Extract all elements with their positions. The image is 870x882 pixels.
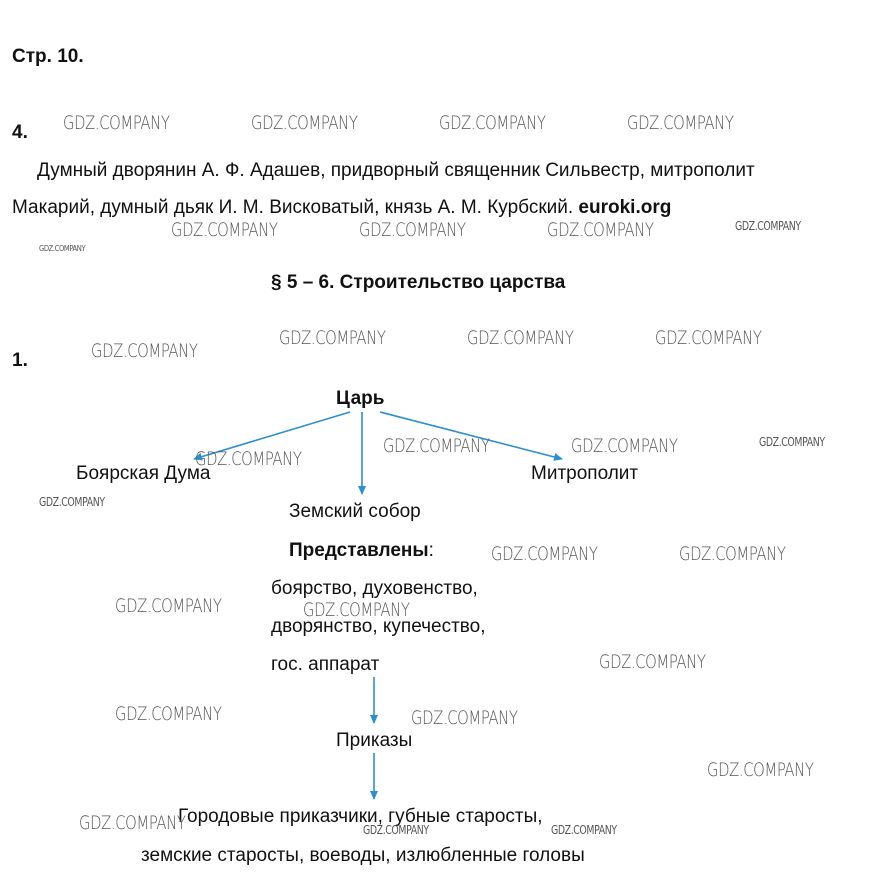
watermark: GDZ.COMPANY xyxy=(551,823,617,837)
watermark: GDZ.COMPANY xyxy=(439,112,546,134)
watermark: GDZ.COMPANY xyxy=(279,327,386,349)
watermark: GDZ.COMPANY xyxy=(115,595,222,617)
represented-label: Представлены xyxy=(289,540,429,561)
watermark: GDZ.COMPANY xyxy=(759,435,825,449)
watermark: GDZ.COMPANY xyxy=(655,327,762,349)
watermark: GDZ.COMPANY xyxy=(39,495,105,509)
watermark: GDZ.COMPANY xyxy=(627,112,734,134)
watermark: GDZ.COMPANY xyxy=(467,327,574,349)
represented-colon: : xyxy=(428,540,434,561)
diagram-node-zemsky-sobor: Земский собор xyxy=(289,501,421,522)
watermark: GDZ.COMPANY xyxy=(79,812,186,834)
watermark: GDZ.COMPANY xyxy=(679,543,786,565)
watermark: GDZ.COMPANY xyxy=(707,759,814,781)
watermark: GDZ.COMPANY xyxy=(363,823,429,837)
watermark: GDZ.COMPANY xyxy=(491,543,598,565)
watermark: GDZ.COMPANY xyxy=(195,448,302,470)
watermark: GDZ.COMPANY xyxy=(171,219,278,241)
watermark: GDZ.COMPANY xyxy=(599,651,706,673)
task-4-answer-line-1: Думный дворянин А. Ф. Адашев, придворный священник Сильвестр, митрополит xyxy=(37,160,755,181)
estates-line-1: боярство, духовенство, xyxy=(271,578,478,599)
watermark: GDZ.COMPANY xyxy=(735,219,801,233)
task-1-number: 1. xyxy=(12,350,28,371)
watermark: GDZ.COMPANY xyxy=(91,340,198,362)
watermark: GDZ.COMPANY xyxy=(303,599,410,621)
section-title: § 5 – 6. Строительство царства xyxy=(271,272,566,293)
local-officials-line-2: земские старосты, воеводы, излюбленные головы xyxy=(141,845,585,866)
watermark: GDZ.COMPANY xyxy=(359,219,466,241)
watermark: GDZ.COMPANY xyxy=(571,435,678,457)
watermark: GDZ.COMPANY xyxy=(547,219,654,241)
watermark: GDZ.COMPANY xyxy=(39,244,86,253)
source-label: euroki.org xyxy=(578,197,672,218)
estates-line-3: гос. аппарат xyxy=(271,654,380,675)
local-officials-line-1: Городовые приказчики, губные старосты, xyxy=(178,806,543,827)
diagram-node-prikazy: Приказы xyxy=(336,730,413,751)
watermark: GDZ.COMPANY xyxy=(383,435,490,457)
task-4-answer-text: Макарий, думный дьяк И. М. Висковатый, князь А. М. Курбский. xyxy=(12,197,574,218)
diagram-node-metropolitan: Митрополит xyxy=(531,463,639,484)
watermark: GDZ.COMPANY xyxy=(251,112,358,134)
watermark: GDZ.COMPANY xyxy=(411,707,518,729)
diagram-node-boyar-duma: Боярская Дума xyxy=(76,463,211,484)
page-reference: Стр. 10. xyxy=(12,46,84,67)
diagram-node-tsar: Царь xyxy=(336,388,385,409)
estates-line-2: дворянство, купечество, xyxy=(271,616,486,637)
task-4-number: 4. xyxy=(12,122,28,143)
watermark: GDZ.COMPANY xyxy=(115,703,222,725)
watermark: GDZ.COMPANY xyxy=(63,112,170,134)
